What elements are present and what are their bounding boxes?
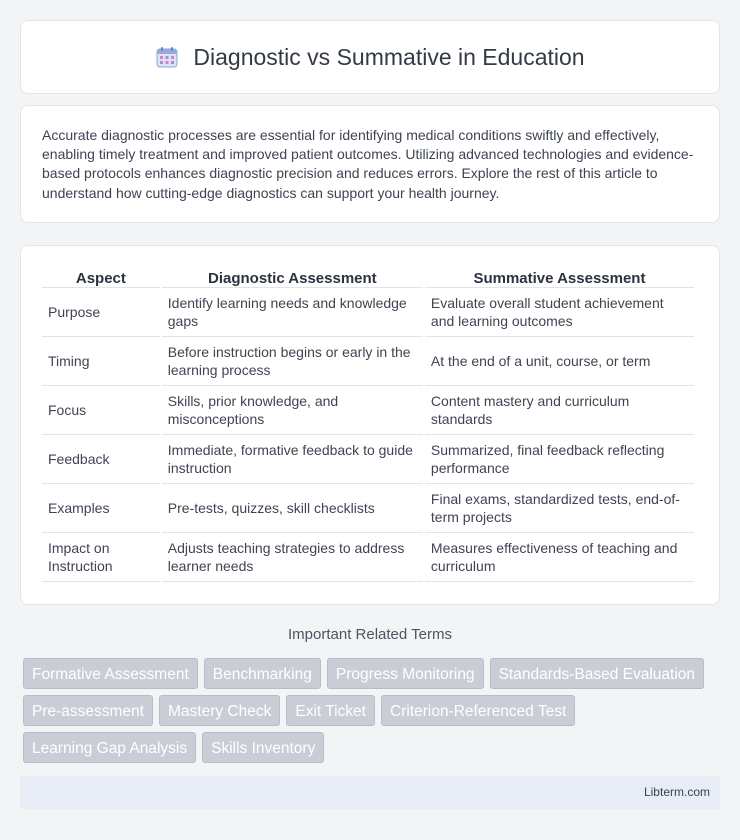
related-term-tag[interactable]: Benchmarking [204, 658, 321, 689]
calendar-icon [155, 45, 179, 69]
cell-diagnostic: Immediate, formative feedback to guide instruction [162, 435, 423, 484]
related-term-tag[interactable]: Formative Assessment [23, 658, 198, 689]
cell-diagnostic: Identify learning needs and knowledge gaps [162, 288, 423, 337]
table-row [42, 435, 694, 484]
related-terms-title: Important Related Terms [288, 626, 452, 643]
related-term-tag[interactable]: Criterion-Referenced Test [381, 695, 575, 726]
cell-summative: Content mastery and curriculum standards [425, 386, 694, 435]
related-term-tag[interactable]: Exit Ticket [286, 695, 375, 726]
table-row [42, 288, 694, 337]
header-aspect: Aspect [42, 266, 160, 288]
cell-summative: At the end of a unit, course, or term [425, 337, 694, 386]
related-terms-list [23, 658, 723, 769]
cell-diagnostic: Skills, prior knowledge, and misconceptions [162, 386, 423, 435]
table-header-row [42, 266, 694, 288]
cell-aspect: Focus [42, 386, 160, 435]
cell-aspect: Timing [42, 337, 160, 386]
cell-diagnostic: Before instruction begins or early in the learning process [162, 337, 423, 386]
cell-diagnostic: Adjusts teaching strategies to address learner needs [162, 533, 423, 582]
intro-text: Accurate diagnostic processes are essential for identifying medical conditions swiftly and effectively, enabling timely treatment and improved patient outcomes. Utilizing advanced technologies and evidence-based protocols enhances diagnostic precision and reduces errors. Explore the rest of this article to understand how cutting-edge diagnostics can support your health journey. [42, 127, 694, 201]
footer-site-link[interactable]: Libterm.com [643, 785, 710, 799]
cell-aspect: Examples [42, 484, 160, 533]
related-term-tag[interactable]: Skills Inventory [202, 732, 324, 763]
title-card [20, 20, 720, 94]
page-title: Diagnostic vs Summative in Education [193, 43, 585, 70]
intro-card [20, 105, 720, 223]
cell-aspect: Feedback [42, 435, 160, 484]
cell-aspect: Purpose [42, 288, 160, 337]
cell-summative: Evaluate overall student achievement and learning outcomes [425, 288, 694, 337]
table-row [42, 533, 694, 582]
cell-aspect: Impact on Instruction [42, 533, 160, 582]
related-term-tag[interactable]: Pre-assessment [23, 695, 153, 726]
cell-diagnostic: Pre-tests, quizzes, skill checklists [162, 484, 423, 533]
related-term-tag[interactable]: Mastery Check [159, 695, 280, 726]
header-diagnostic: Diagnostic Assessment [162, 266, 423, 288]
table-row [42, 484, 694, 533]
comparison-table [40, 266, 696, 582]
cell-summative: Measures effectiveness of teaching and curriculum [425, 533, 694, 582]
related-term-tag[interactable]: Progress Monitoring [327, 658, 484, 689]
header-summative: Summative Assessment [425, 266, 694, 288]
table-row [42, 386, 694, 435]
comparison-card [20, 245, 720, 605]
cell-summative: Summarized, final feedback reflecting performance [425, 435, 694, 484]
related-term-tag[interactable]: Learning Gap Analysis [23, 732, 196, 763]
related-term-tag[interactable]: Standards-Based Evaluation [490, 658, 704, 689]
footer [20, 776, 720, 809]
table-row [42, 337, 694, 386]
cell-summative: Final exams, standardized tests, end-of-term projects [425, 484, 694, 533]
